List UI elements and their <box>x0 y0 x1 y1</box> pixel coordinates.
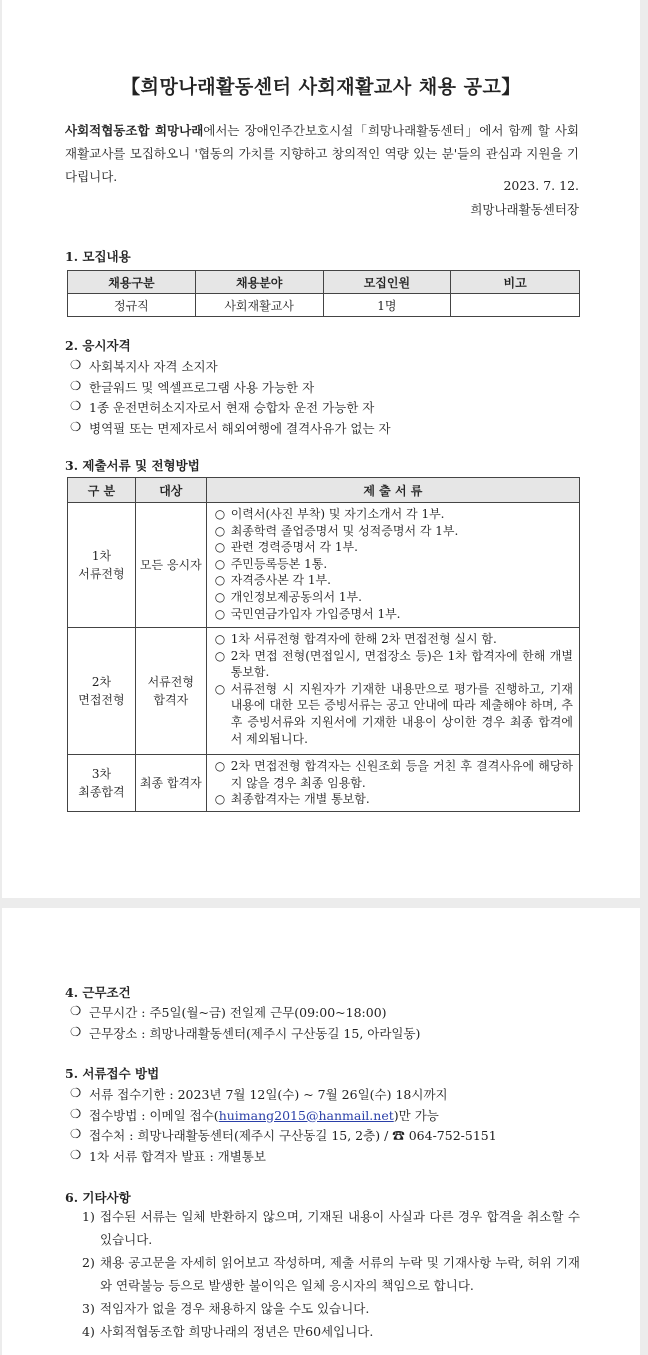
list-item <box>215 506 573 523</box>
recruit-field: 사회재활교사 <box>195 294 323 317</box>
list-item <box>215 523 573 540</box>
target-line: 최종 합격자 <box>139 775 202 790</box>
bullet-icon: ❍ <box>70 1085 82 1100</box>
docs-cell <box>206 503 579 628</box>
stage-line: 1차 <box>91 549 112 563</box>
circle-bullet-icon: ○ <box>214 632 226 646</box>
list-item <box>215 606 573 623</box>
application-text: 접수처 : 희망나래활동센터(제주시 구산동길 15, 2층) / ☎ 064-752-5151 <box>89 1128 497 1143</box>
email-link[interactable]: huimang2015@hanmail.net <box>218 1107 394 1123</box>
list-item <box>70 378 391 399</box>
doc-text: 최종학력 졸업증명서 및 성적증명서 각 1부. <box>230 523 459 538</box>
misc-text: 적임자가 없을 경우 채용하지 않을 수도 있습니다. <box>100 1301 370 1316</box>
misc-text: 사회적협동조합 희망나래의 정년은 만60세입니다. <box>100 1324 374 1339</box>
list-item <box>215 589 573 606</box>
doc-text: 서류전형 시 지원자가 기재한 내용만으로 평가를 진행하고, 기재 내용에 대한 모든 증빙서류는 공고 안내에 따라 제출해야 하며, 추후 증빙서류와 지원서에 기재한 내용이 상이한 경우 최종 합격에서 제외됩니다. <box>230 681 573 746</box>
bullet-icon: ❍ <box>70 398 82 413</box>
application-text-pre: 접수방법 : 이메일 접수( <box>89 1107 219 1123</box>
list-item <box>70 1147 497 1168</box>
table-row <box>68 294 580 317</box>
stage-line: 3차 <box>91 766 112 781</box>
table-row <box>68 628 580 755</box>
docs-cell <box>206 628 579 755</box>
section-3-heading: 3. 제출서류 및 전형방법 <box>65 458 200 473</box>
item-number: 3) <box>82 1301 95 1316</box>
notice-date: 2023. 7. 12. <box>503 178 579 193</box>
list-item <box>70 398 391 419</box>
target-line: 합격자 <box>153 693 189 707</box>
list-item <box>70 1085 497 1106</box>
page-title: 【희망나래활동센터 사회재활교사 채용 공고】 <box>121 76 521 98</box>
circle-bullet-icon: ○ <box>214 681 226 696</box>
list-item <box>215 572 573 589</box>
circle-bullet-icon: ○ <box>214 573 226 588</box>
list-item <box>70 1106 497 1127</box>
application-text <box>89 1106 439 1127</box>
application-text: 서류 접수기한 : 2023년 7월 12일(수) ~ 7월 26일(수) 18시까지 <box>89 1087 448 1102</box>
bullet-icon: ❍ <box>70 377 82 393</box>
misc-text: 접수된 서류는 일체 반환하지 않으며, 기재된 내용이 사실과 다른 경우 합격을 취소할 수 있습니다. <box>100 1209 580 1247</box>
target-line: 모든 응시자 <box>139 558 202 572</box>
section-6-heading: 6. 기타사항 <box>65 1190 131 1205</box>
recruit-type: 정규직 <box>68 294 196 317</box>
doc-text: 이력서(사진 부착) 및 자기소개서 각 1부. <box>230 507 445 521</box>
item-number: 2) <box>82 1255 95 1270</box>
recruit-header-field: 채용분야 <box>195 271 323 294</box>
bullet-icon: ❍ <box>70 1105 82 1121</box>
stage-cell <box>68 755 136 812</box>
document-page-2 <box>2 908 640 1355</box>
table-row <box>68 503 580 628</box>
circle-bullet-icon: ○ <box>214 792 226 807</box>
target-cell <box>135 755 206 812</box>
recruit-header-count: 모집인원 <box>323 271 451 294</box>
process-header-stage: 구 분 <box>68 478 136 503</box>
doc-text: 자격증사본 각 1부. <box>230 573 331 588</box>
section-1-heading: 1. 모집내용 <box>65 249 131 264</box>
section-4-heading: 4. 근무조건 <box>65 985 131 1000</box>
list-item <box>215 648 573 681</box>
list-item <box>70 1126 497 1147</box>
condition-text: 근무시간 : 주5일(월~금) 전일제 근무(09:00~18:00) <box>89 1005 387 1020</box>
list-item <box>82 1205 580 1251</box>
bullet-icon: ❍ <box>70 357 82 372</box>
circle-bullet-icon: ○ <box>214 507 226 521</box>
intro-paragraph <box>65 119 579 188</box>
stage-cell <box>68 503 136 628</box>
doc-text: 최종합격자는 개별 통보함. <box>230 792 370 807</box>
circle-bullet-icon: ○ <box>214 523 226 538</box>
notice-signer: 희망나래활동센터장 <box>470 202 579 217</box>
process-header-target: 대상 <box>135 478 206 503</box>
section-5-heading: 5. 서류접수 방법 <box>65 1066 160 1081</box>
condition-text: 근무장소 : 희망나래활동센터(제주시 구산동길 15, 아라일동) <box>89 1025 421 1041</box>
recruit-header-note: 비고 <box>451 271 580 294</box>
misc-text: 채용 공고문을 자세히 읽어보고 작성하며, 제출 서류의 누락 및 기재사항 누락, 허위 기재와 연락불능 등으로 발생한 불이익은 일체 응시자의 책임으로 합니다. <box>100 1255 580 1293</box>
document-page-1 <box>2 0 640 898</box>
list-item <box>215 539 573 556</box>
list-item <box>215 681 573 747</box>
qualification-text: 사회복지사 자격 소지자 <box>89 359 218 374</box>
doc-text: 개인정보제공동의서 1부. <box>230 589 362 604</box>
stage-cell <box>68 628 136 755</box>
circle-bullet-icon: ○ <box>214 589 226 604</box>
recruit-header-type: 채용구분 <box>68 271 196 294</box>
list-item <box>215 556 573 573</box>
target-cell <box>135 503 206 628</box>
doc-text: 2차 면접 전형(면접일시, 면접장소 등)은 1차 합격자에 한해 개별 통보함. <box>230 648 573 680</box>
qualification-list <box>70 357 391 439</box>
qualification-text: 한글워드 및 엑셀프로그램 사용 가능한 자 <box>89 379 315 395</box>
circle-bullet-icon: ○ <box>214 759 226 773</box>
intro-text: 에서는 장애인주간보호시설「희망나래활동센터」에서 함께 할 사회재활교사를 모집하오니 '협동의 가치를 지향하고 창의적인 역량 있는 분'들의 관심과 지원을 기다립니다. <box>65 123 579 184</box>
circle-bullet-icon: ○ <box>214 648 226 663</box>
qualification-text: 1종 운전면허소지자로서 현재 승합차 운전 가능한 자 <box>89 400 375 415</box>
list-item <box>82 1297 580 1320</box>
list-item <box>82 1320 580 1343</box>
list-item <box>70 357 391 378</box>
qualification-text: 병역필 또는 면제자로서 해외여행에 결격사유가 없는 자 <box>89 420 391 436</box>
target-line: 서류전형 <box>147 675 194 689</box>
doc-text: 주민등록등본 1통. <box>230 556 328 571</box>
application-text: 1차 서류 합격자 발표 : 개별통보 <box>89 1148 266 1164</box>
bullet-icon: ❍ <box>70 418 82 434</box>
recruit-note <box>451 294 580 317</box>
process-table <box>67 477 580 812</box>
doc-text: 국민연금가입자 가입증명서 1부. <box>230 606 401 621</box>
bullet-icon: ❍ <box>70 1003 82 1018</box>
list-item <box>215 791 573 808</box>
stage-line: 면접전형 <box>78 693 125 707</box>
application-text-post: )만 가능 <box>393 1107 439 1123</box>
misc-list <box>82 1205 580 1343</box>
doc-text: 관련 경력증명서 각 1부. <box>230 540 358 555</box>
target-cell <box>135 628 206 755</box>
stage-line: 서류전형 <box>78 567 125 581</box>
recruit-count: 1명 <box>323 294 451 317</box>
work-conditions-list <box>70 1003 420 1044</box>
doc-text: 2차 면접전형 합격자는 신원조회 등을 거친 후 결격사유에 해당하지 않을 경우 최종 임용함. <box>230 759 573 790</box>
process-header-docs: 제 출 서 류 <box>206 478 579 503</box>
docs-cell <box>206 755 579 812</box>
bullet-icon: ❍ <box>70 1023 82 1039</box>
intro-org: 사회적협동조합 희망나래 <box>65 123 204 138</box>
list-item <box>70 419 391 440</box>
stage-line: 2차 <box>91 675 112 689</box>
list-item <box>70 1003 420 1024</box>
list-item <box>70 1024 420 1045</box>
item-number: 4) <box>82 1324 95 1339</box>
bullet-icon: ❍ <box>70 1126 82 1141</box>
circle-bullet-icon: ○ <box>214 556 226 571</box>
circle-bullet-icon: ○ <box>214 606 226 621</box>
table-row <box>68 755 580 812</box>
bullet-icon: ❍ <box>70 1146 82 1162</box>
list-item <box>215 631 573 648</box>
application-list <box>70 1085 497 1167</box>
stage-line: 최종합격 <box>78 784 125 799</box>
recruit-table <box>67 270 580 317</box>
item-number: 1) <box>82 1209 95 1224</box>
list-item <box>215 758 573 791</box>
section-2-heading: 2. 응시자격 <box>65 338 131 353</box>
circle-bullet-icon: ○ <box>214 540 226 555</box>
doc-text: 1차 서류전형 합격자에 한해 2차 면접전형 실시 함. <box>230 632 497 646</box>
list-item <box>82 1251 580 1297</box>
